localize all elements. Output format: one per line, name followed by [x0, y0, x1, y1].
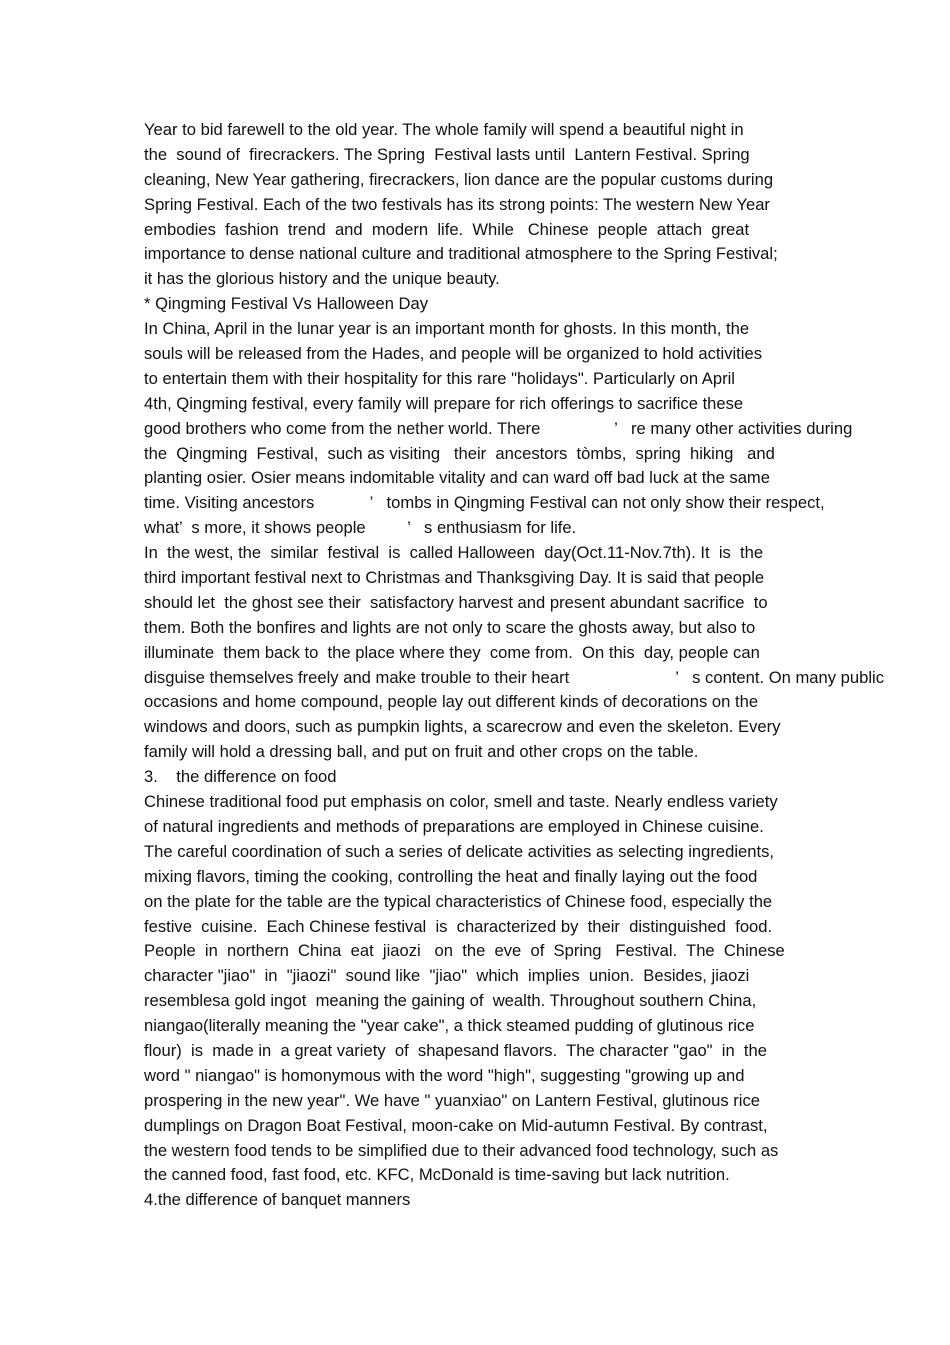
text-line: should let the ghost see their satisfactory harvest and present abundant sacrifice to — [144, 592, 768, 612]
text-line: illuminate them back to the place where they come from. On this day, people can — [144, 642, 760, 662]
body-text — [144, 118, 950, 1213]
section-heading-banquet: 4.the difference of banquet manners — [144, 1190, 411, 1210]
text-line: to entertain them with their hospitality for this rare "holidays". Particularly on April — [144, 368, 735, 388]
text-line: 4th, Qingming festival, every family will prepare for rich offerings to sacrifice these — [144, 393, 744, 413]
text-line: Chinese traditional food put emphasis on color, smell and taste. Nearly endless variety — [144, 792, 778, 812]
text-line: windows and doors, such as pumpkin lights, a scarecrow and even the skeleton. Every — [144, 717, 781, 737]
text-line: In the west, the similar festival is called Halloween day(Oct.11-Nov.7th). It is the — [144, 543, 764, 563]
text-line: what’ s more, it shows people ’ s enthusiasm for life. — [144, 518, 577, 538]
text-line: In China, April in the lunar year is an important month for ghosts. In this month, the — [144, 319, 750, 339]
text-line: Spring Festival. Each of the two festivals has its strong points: The western New Year — [144, 194, 770, 214]
text-line: cleaning, New Year gathering, firecrackers, lion dance are the popular customs during — [144, 169, 774, 189]
text-line: planting osier. Osier means indomitable vitality and can ward off bad luck at the same — [144, 468, 770, 488]
text-line: the western food tends to be simplified due to their advanced food technology, such as — [144, 1140, 779, 1160]
section-heading-qingming-halloween: * Qingming Festival Vs Halloween Day — [144, 294, 429, 314]
text-line: souls will be released from the Hades, and people will be organized to hold activities — [144, 344, 763, 364]
text-line: prospering in the new year". We have " yuanxiao" on Lantern Festival, glutinous rice — [144, 1090, 761, 1110]
text-line: flour) is made in a great variety of shapesand flavors. The character "gao" in the — [144, 1040, 767, 1060]
text-line: festive cuisine. Each Chinese festival is characterized by their distinguished food. — [144, 916, 773, 936]
text-line: embodies fashion trend and modern life. While Chinese people attach great — [144, 219, 750, 239]
text-line: of natural ingredients and methods of preparations are employed in Chinese cuisine. — [144, 816, 764, 836]
text-line: occasions and home compound, people lay out different kinds of decorations on the — [144, 692, 759, 712]
text-line: them. Both the bonfires and lights are not only to scare the ghosts away, but also to — [144, 617, 756, 637]
text-line: it has the glorious history and the unique beauty. — [144, 269, 500, 289]
text-line: the sound of firecrackers. The Spring Festival lasts until Lantern Festival. Spring — [144, 144, 750, 164]
text-line: resemblesa gold ingot meaning the gaining of wealth. Throughout southern China, — [144, 991, 757, 1011]
text-line: character "jiao" in "jiaozi" sound like "jiao" which implies union. Besides, jiaozi — [144, 966, 750, 986]
text-line: the Qingming Festival, such as visiting their ancestors tòmbs, spring hiking and — [144, 443, 775, 463]
text-line: third important festival next to Christmas and Thanksgiving Day. It is said that people — [144, 568, 765, 588]
text-line: mixing flavors, timing the cooking, controlling the heat and finally laying out the food — [144, 866, 758, 886]
text-line: Year to bid farewell to the old year. The whole family will spend a beautiful night in — [144, 120, 744, 139]
text-line: family will hold a dressing ball, and put on fruit and other crops on the table. — [144, 742, 699, 762]
text-line: dumplings on Dragon Boat Festival, moon-cake on Mid-autumn Festival. By contrast, — [144, 1115, 768, 1135]
text-line: time. Visiting ancestors ’ tombs in Qingming Festival can not only show their respect, — [144, 493, 825, 513]
text-line: on the plate for the table are the typical characteristics of Chinese food, especially the — [144, 891, 773, 911]
text-line: niangao(literally meaning the "year cake", a thick steamed pudding of glutinous rice — [144, 1016, 755, 1036]
text-line: importance to dense national culture and traditional atmosphere to the Spring Festival; — [144, 244, 778, 264]
text-line: good brothers who come from the nether world. There ’ re many other activities during — [144, 418, 853, 438]
text-line: disguise themselves freely and make trouble to their heart ’ s content. On many public — [144, 667, 884, 687]
text-line: The careful coordination of such a series of delicate activities as selecting ingredients, — [144, 841, 774, 861]
text-line: People in northern China eat jiaozi on the eve of Spring Festival. The Chinese — [144, 941, 785, 961]
text-line: word " niangao" is homonymous with the word "high", suggesting "growing up and — [144, 1065, 745, 1085]
section-heading-food: 3. the difference on food — [144, 767, 337, 787]
text-line: the canned food, fast food, etc. KFC, McDonald is time-saving but lack nutrition. — [144, 1165, 730, 1185]
